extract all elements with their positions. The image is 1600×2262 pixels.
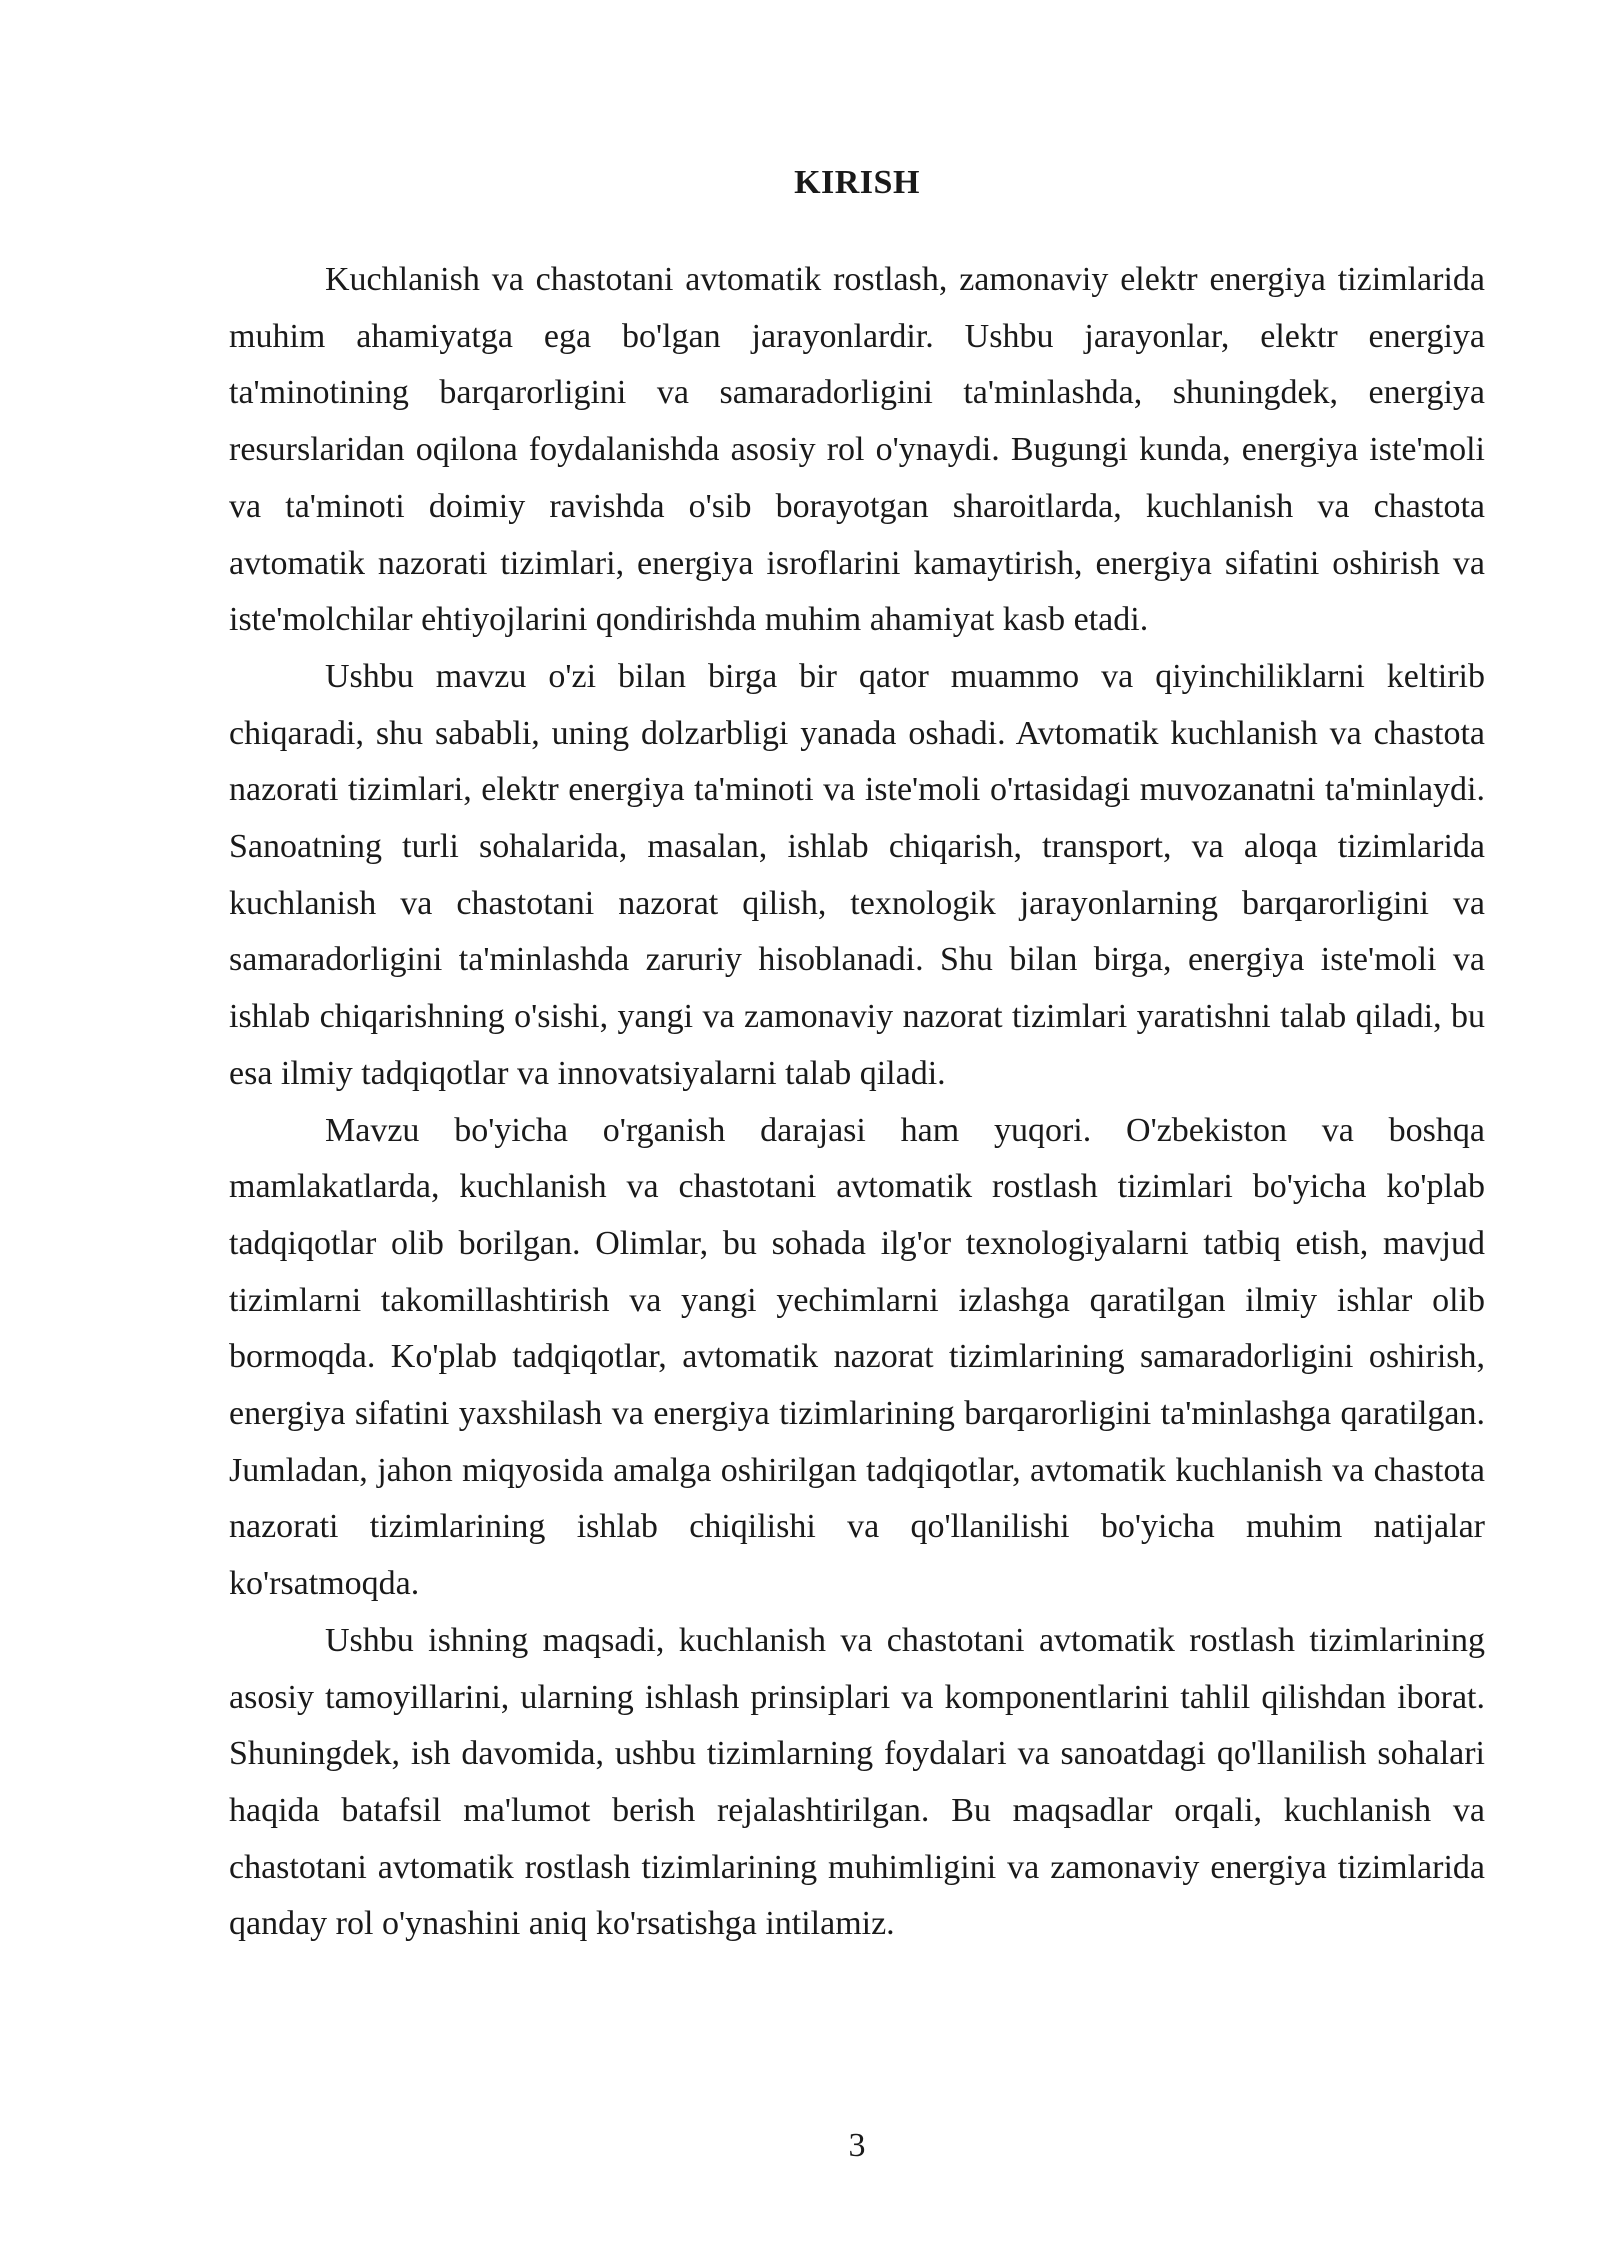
paragraph-1: Kuchlanish va chastotani avtomatik rostlash, zamonaviy elektr energiya tizimlarida muhim ahamiyatga ega bo'lgan jarayonlardir. Ushbu jarayonlar, elektr energiya ta'minotining barqarorligini va samaradorligini ta'minlashda, shuningdek, energiya resurslaridan oqilona foydalanishda asosiy rol o'ynaydi. Bugungi kunda, energiya iste'moli va ta'minoti doimiy ravishda o'sib borayotgan sharoitlarda, kuchlanish va chastota avtomatik nazorati tizimlari, energiya isroflarini kamaytirish, energiya sifatini oshirish va iste'molchilar ehtiyojlarini qondirishda muhim ahamiyat kasb etadi. [229, 261, 1485, 639]
paragraph-3: Mavzu bo'yicha o'rganish darajasi ham yuqori. O'zbekiston va boshqa mamlakatlarda, kuchlanish va chastotani avtomatik rostlash tizimlari bo'yicha ko'plab tadqiqotlar olib borilgan. Olimlar, bu sohada ilg'or texnologiyalarni tatbiq etish, mavjud tizimlarni takomillashtirish va yangi yechimlarni izlashga qaratilgan ilmiy ishlar olib bormoqda. Ko'plab tadqiqotlar, avtomatik nazorat tizimlarining samaradorligini oshirish, energiya sifatini yaxshilash va energiya tizimlarining barqarorligini ta'minlashga qaratilgan. Jumladan, jahon miqyosida amalga oshirilgan tadqiqotlar, avtomatik kuchlanish va chastota nazorati tizimlarining ishlab chiqilishi va qo'llanilishi bo'yicha muhim natijalar ko'rsatmoqda. [229, 1111, 1485, 1603]
paragraph-2: Ushbu mavzu o'zi bilan birga bir qator muammo va qiyinchiliklarni keltirib chiqaradi, shu sababli, uning dolzarbligi yanada oshadi. Avtomatik kuchlanish va chastota nazorati tizimlari, elektr energiya ta'minoti va iste'moli o'rtasidagi muvozanatni ta'minlaydi. Sanoatning turli sohalarida, masalan, ishlab chiqarish, transport, va aloqa tizimlarida kuchlanish va chastotani nazorat qilish, texnologik jarayonlarning barqarorligini va samaradorligini ta'minlashda zaruriy hisoblanadi. Shu bilan birga, energiya iste'moli va ishlab chiqarishning o'sishi, yangi va zamonaviy nazorat tizimlari yaratishni talab qiladi, bu esa ilmiy tadqiqotlar va innovatsiyalarni talab qiladi. [229, 657, 1485, 1092]
page-number: 3 [848, 2127, 866, 2164]
body-text [229, 252, 1485, 1953]
section-title: KIRISH [794, 164, 920, 201]
paragraph-4: Ushbu ishning maqsadi, kuchlanish va chastotani avtomatik rostlash tizimlarining asosiy tamoyillarini, ularning ishlash prinsiplari va komponentlarini tahlil qilishdan iborat. Shuningdek, ish davomida, ushbu tizimlarning foydalari va sanoatdagi qo'llanilish sohalari haqida batafsil ma'lumot berish rejalashtirilgan. Bu maqsadlar orqali, kuchlanish va chastotani avtomatik rostlash tizimlarining muhimligini va zamonaviy energiya tizimlarida qanday rol o'ynashini aniq ko'rsatishga intilamiz. [229, 1621, 1485, 1943]
